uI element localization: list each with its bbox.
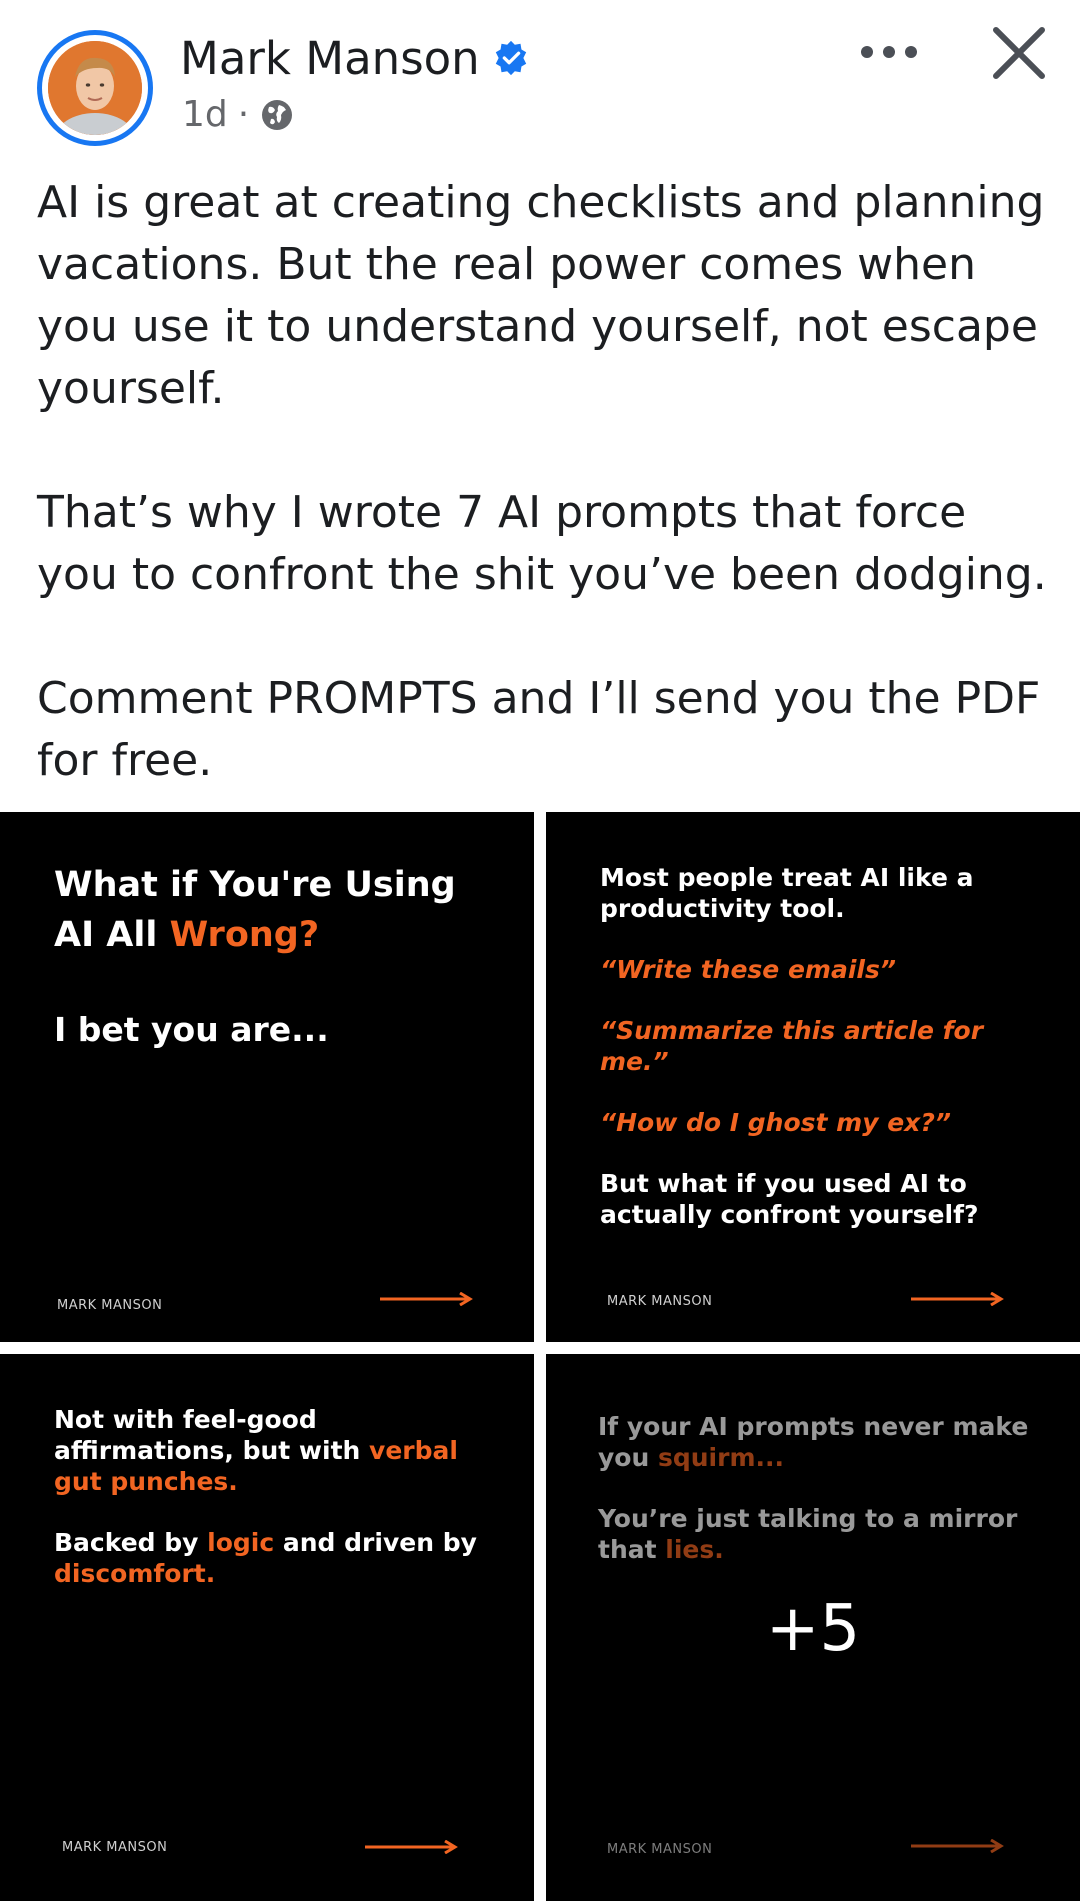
close-button[interactable] [990, 24, 1048, 82]
tile1-title-prefix: AI All [54, 915, 170, 955]
verified-badge-icon [492, 39, 530, 77]
tile-brand-label: MARK MANSON [57, 1298, 163, 1313]
tile-brand-label: MARK MANSON [607, 1842, 713, 1857]
tile3-line1-prefix: Not with feel-good affirmations, but with [54, 1405, 370, 1465]
caption-paragraph: Comment PROMPTS and I’ll send you the PDF for free. [37, 673, 1041, 786]
tile1-title [54, 860, 494, 960]
tile-brand-label: MARK MANSON [62, 1840, 168, 1855]
author-name[interactable]: Mark Manson [180, 31, 480, 85]
image-tile-3[interactable] [0, 1354, 534, 1901]
tile4-line2-prefix: You’re just talking to a mirror that [598, 1504, 1018, 1564]
post-caption [37, 172, 1047, 792]
meta-separator: · [237, 94, 250, 135]
tile2-quote: “Summarize this article for me.” [600, 1016, 984, 1076]
more-options-icon [859, 45, 919, 59]
globe-icon [259, 97, 295, 133]
tile-brand-label: MARK MANSON [607, 1294, 713, 1309]
tile4-line2-highlight: lies. [665, 1535, 724, 1564]
tile4-line1-highlight: squirm... [657, 1443, 784, 1472]
tile3-line2-highlight: logic [207, 1528, 275, 1557]
tile1-title-line1: What if You're Using [54, 865, 456, 905]
tile4-line1-prefix: If your AI prompts never make you [598, 1412, 1029, 1472]
arrow-right-icon [911, 1292, 1007, 1306]
arrow-right-icon [380, 1292, 476, 1306]
image-tile-2[interactable] [546, 812, 1080, 1342]
arrow-right-icon [365, 1840, 461, 1854]
avatar-photo [48, 41, 142, 135]
tile3-line2-highlight: discomfort. [54, 1559, 216, 1588]
more-images-count: +5 [765, 1592, 861, 1666]
tile1-title-highlight: Wrong? [169, 915, 320, 955]
post-time[interactable]: 1d [182, 94, 228, 135]
tile3-line2 [54, 1527, 494, 1589]
author-avatar[interactable] [37, 30, 153, 146]
post-header [0, 0, 1080, 160]
tile2-quote: “How do I ghost my ex?” [600, 1108, 951, 1137]
post-meta [182, 94, 295, 135]
image-grid [0, 812, 1080, 1901]
tile2-quote: “Write these emails” [600, 955, 896, 984]
tile3-line2-prefix: Backed by [54, 1528, 208, 1557]
caption-paragraph: That’s why I wrote 7 AI prompts that force you to confront the shit you’ve been dodging. [37, 487, 1047, 600]
tile3-line1 [54, 1404, 494, 1497]
tile3-line2-middle: and driven by [274, 1528, 477, 1557]
close-icon [990, 24, 1048, 82]
tile2-body [600, 862, 1040, 1260]
tile1-title-line2 [54, 910, 494, 960]
tile3-line1-highlight: verbal gut punches. [54, 1436, 458, 1496]
image-tile-1[interactable] [0, 812, 534, 1342]
tile2-intro: Most people treat AI like a productivity tool. [600, 863, 974, 923]
tile2-closing: But what if you used AI to actually confront yourself? [600, 1169, 979, 1229]
tile1-subtitle: I bet you are... [54, 1010, 329, 1049]
image-tile-4[interactable] [546, 1354, 1080, 1901]
author-row [180, 28, 530, 88]
more-options-button[interactable] [856, 30, 922, 74]
tile3-body [54, 1404, 494, 1619]
caption-paragraph: AI is great at creating checklists and planning vacations. But the real power comes when you use it to understand yourself, not escape yourself. [37, 177, 1045, 414]
